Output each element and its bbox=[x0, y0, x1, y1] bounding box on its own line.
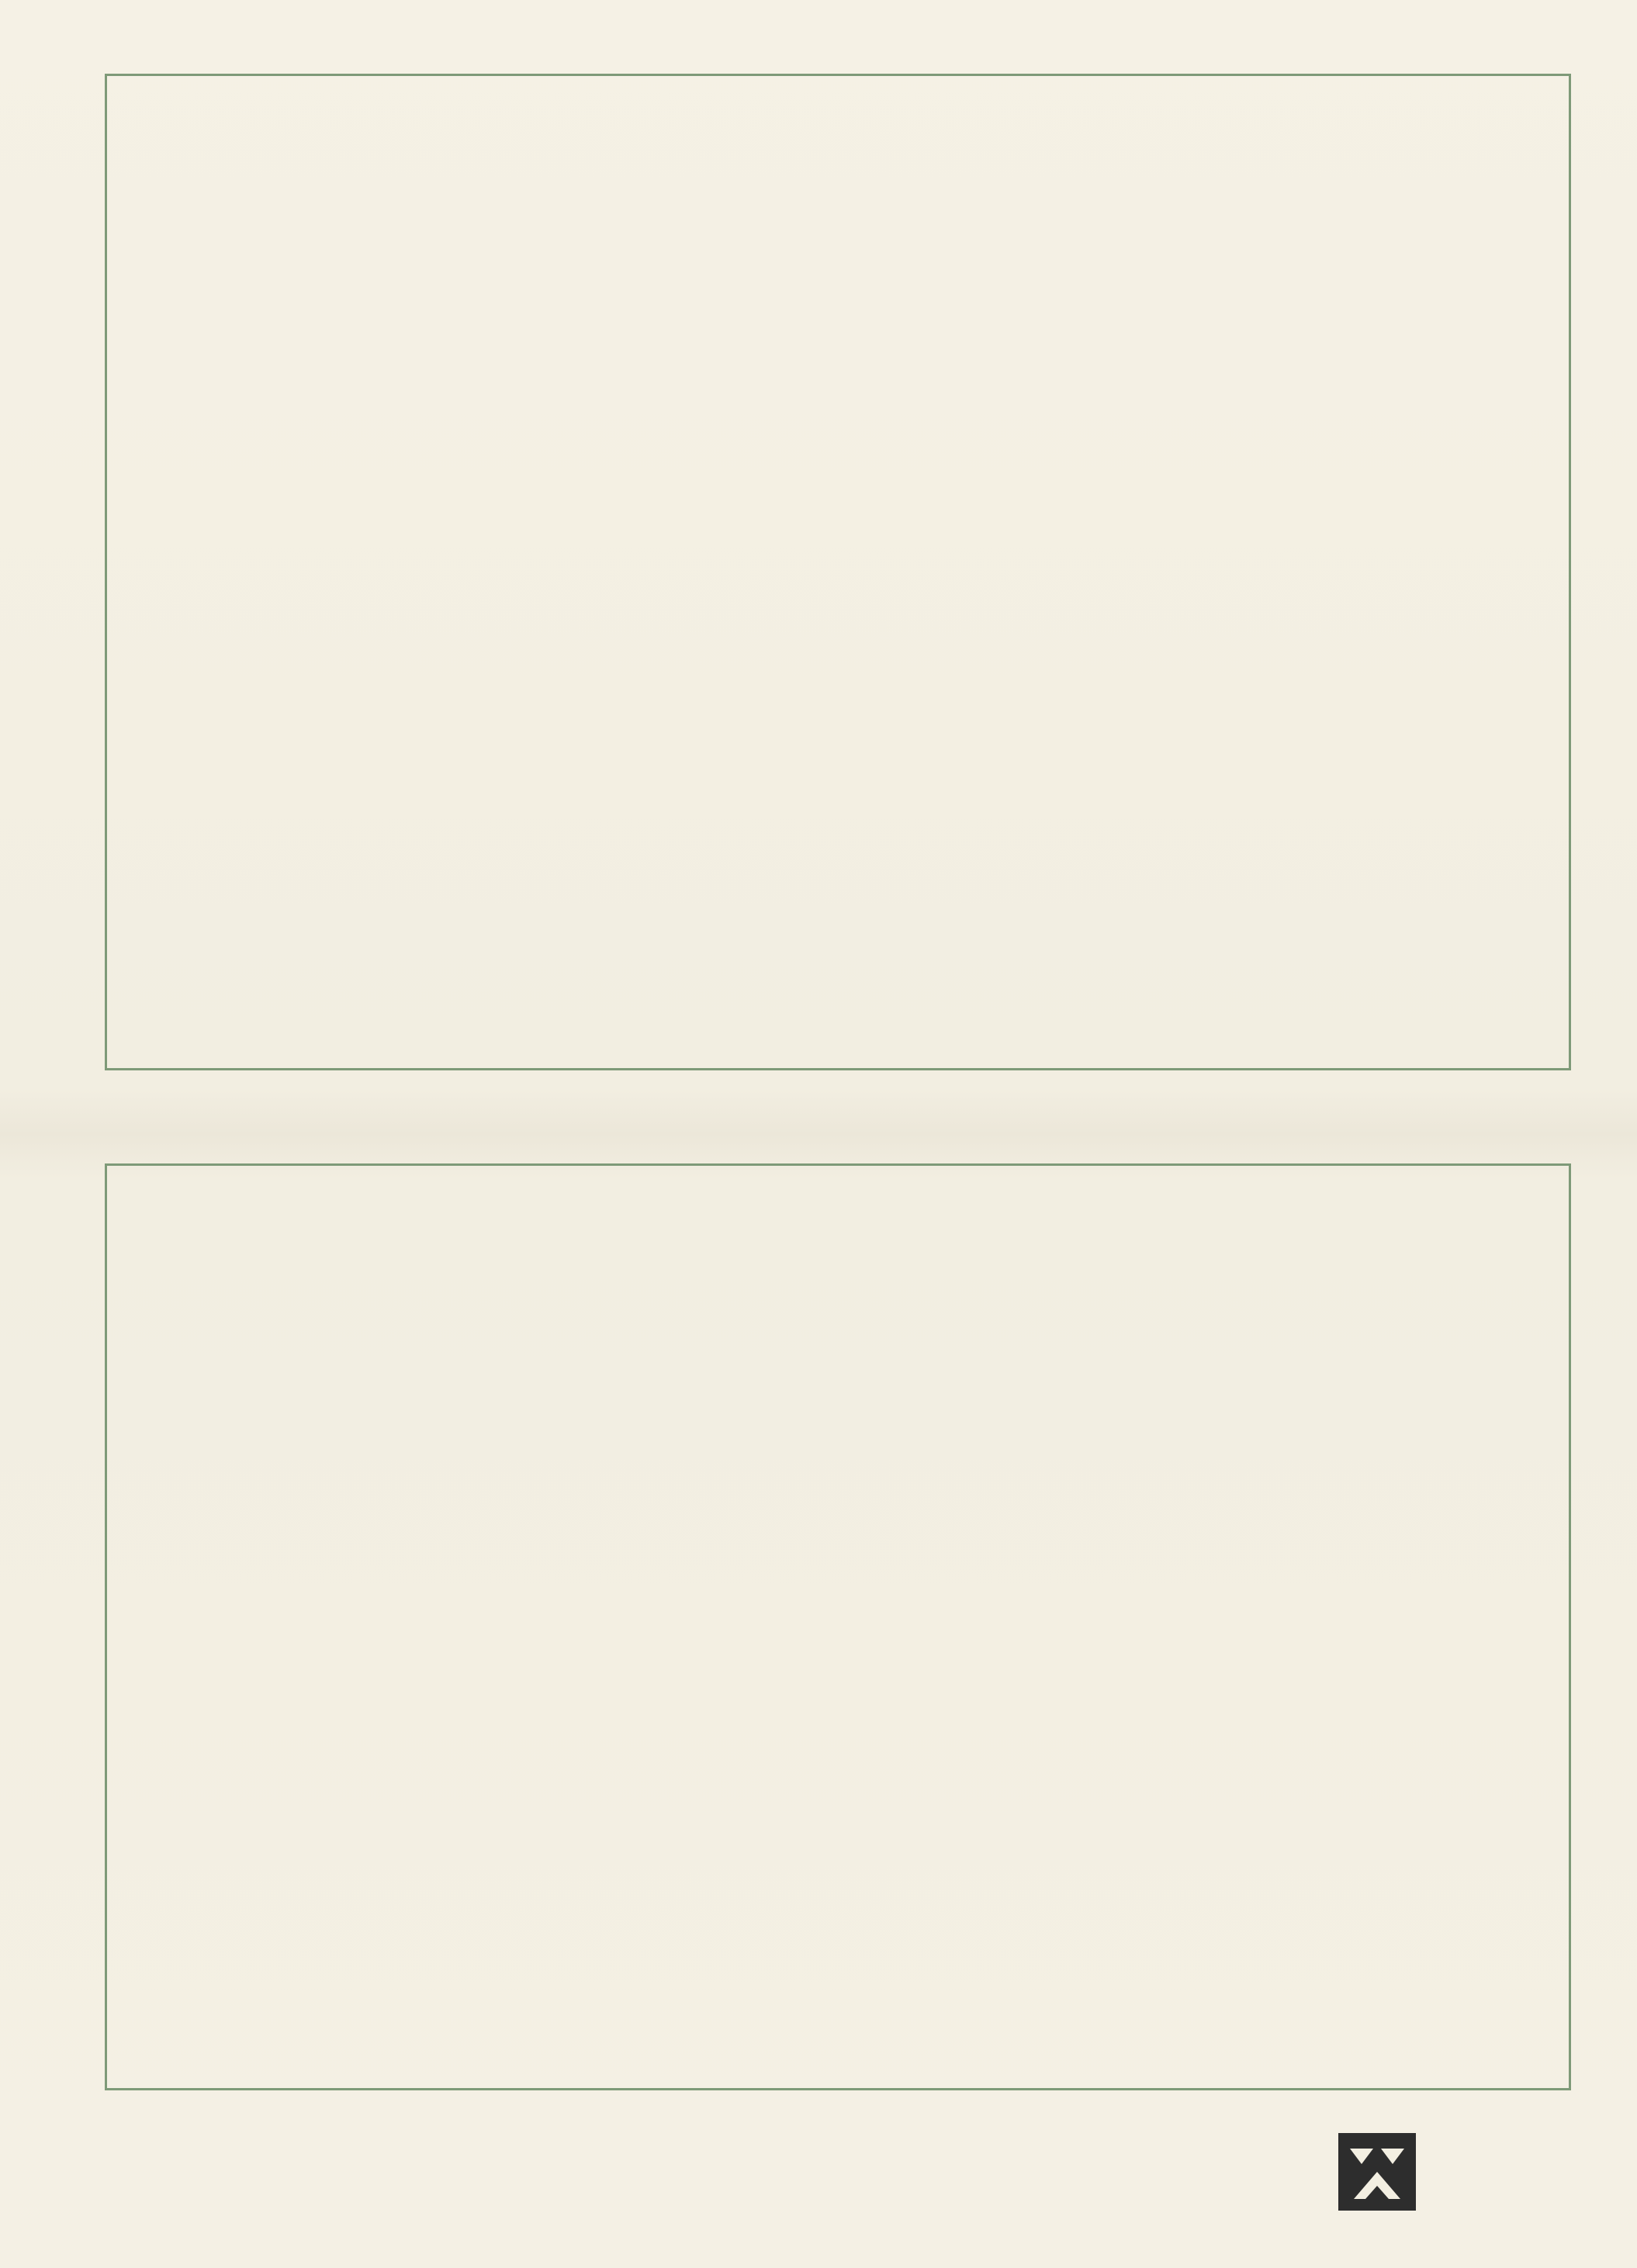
grid-bottom bbox=[105, 1163, 1571, 2090]
grid-top bbox=[105, 74, 1571, 1070]
logo-mark-icon bbox=[1338, 2133, 1416, 2211]
nmtl-logo bbox=[1338, 2133, 1571, 2226]
